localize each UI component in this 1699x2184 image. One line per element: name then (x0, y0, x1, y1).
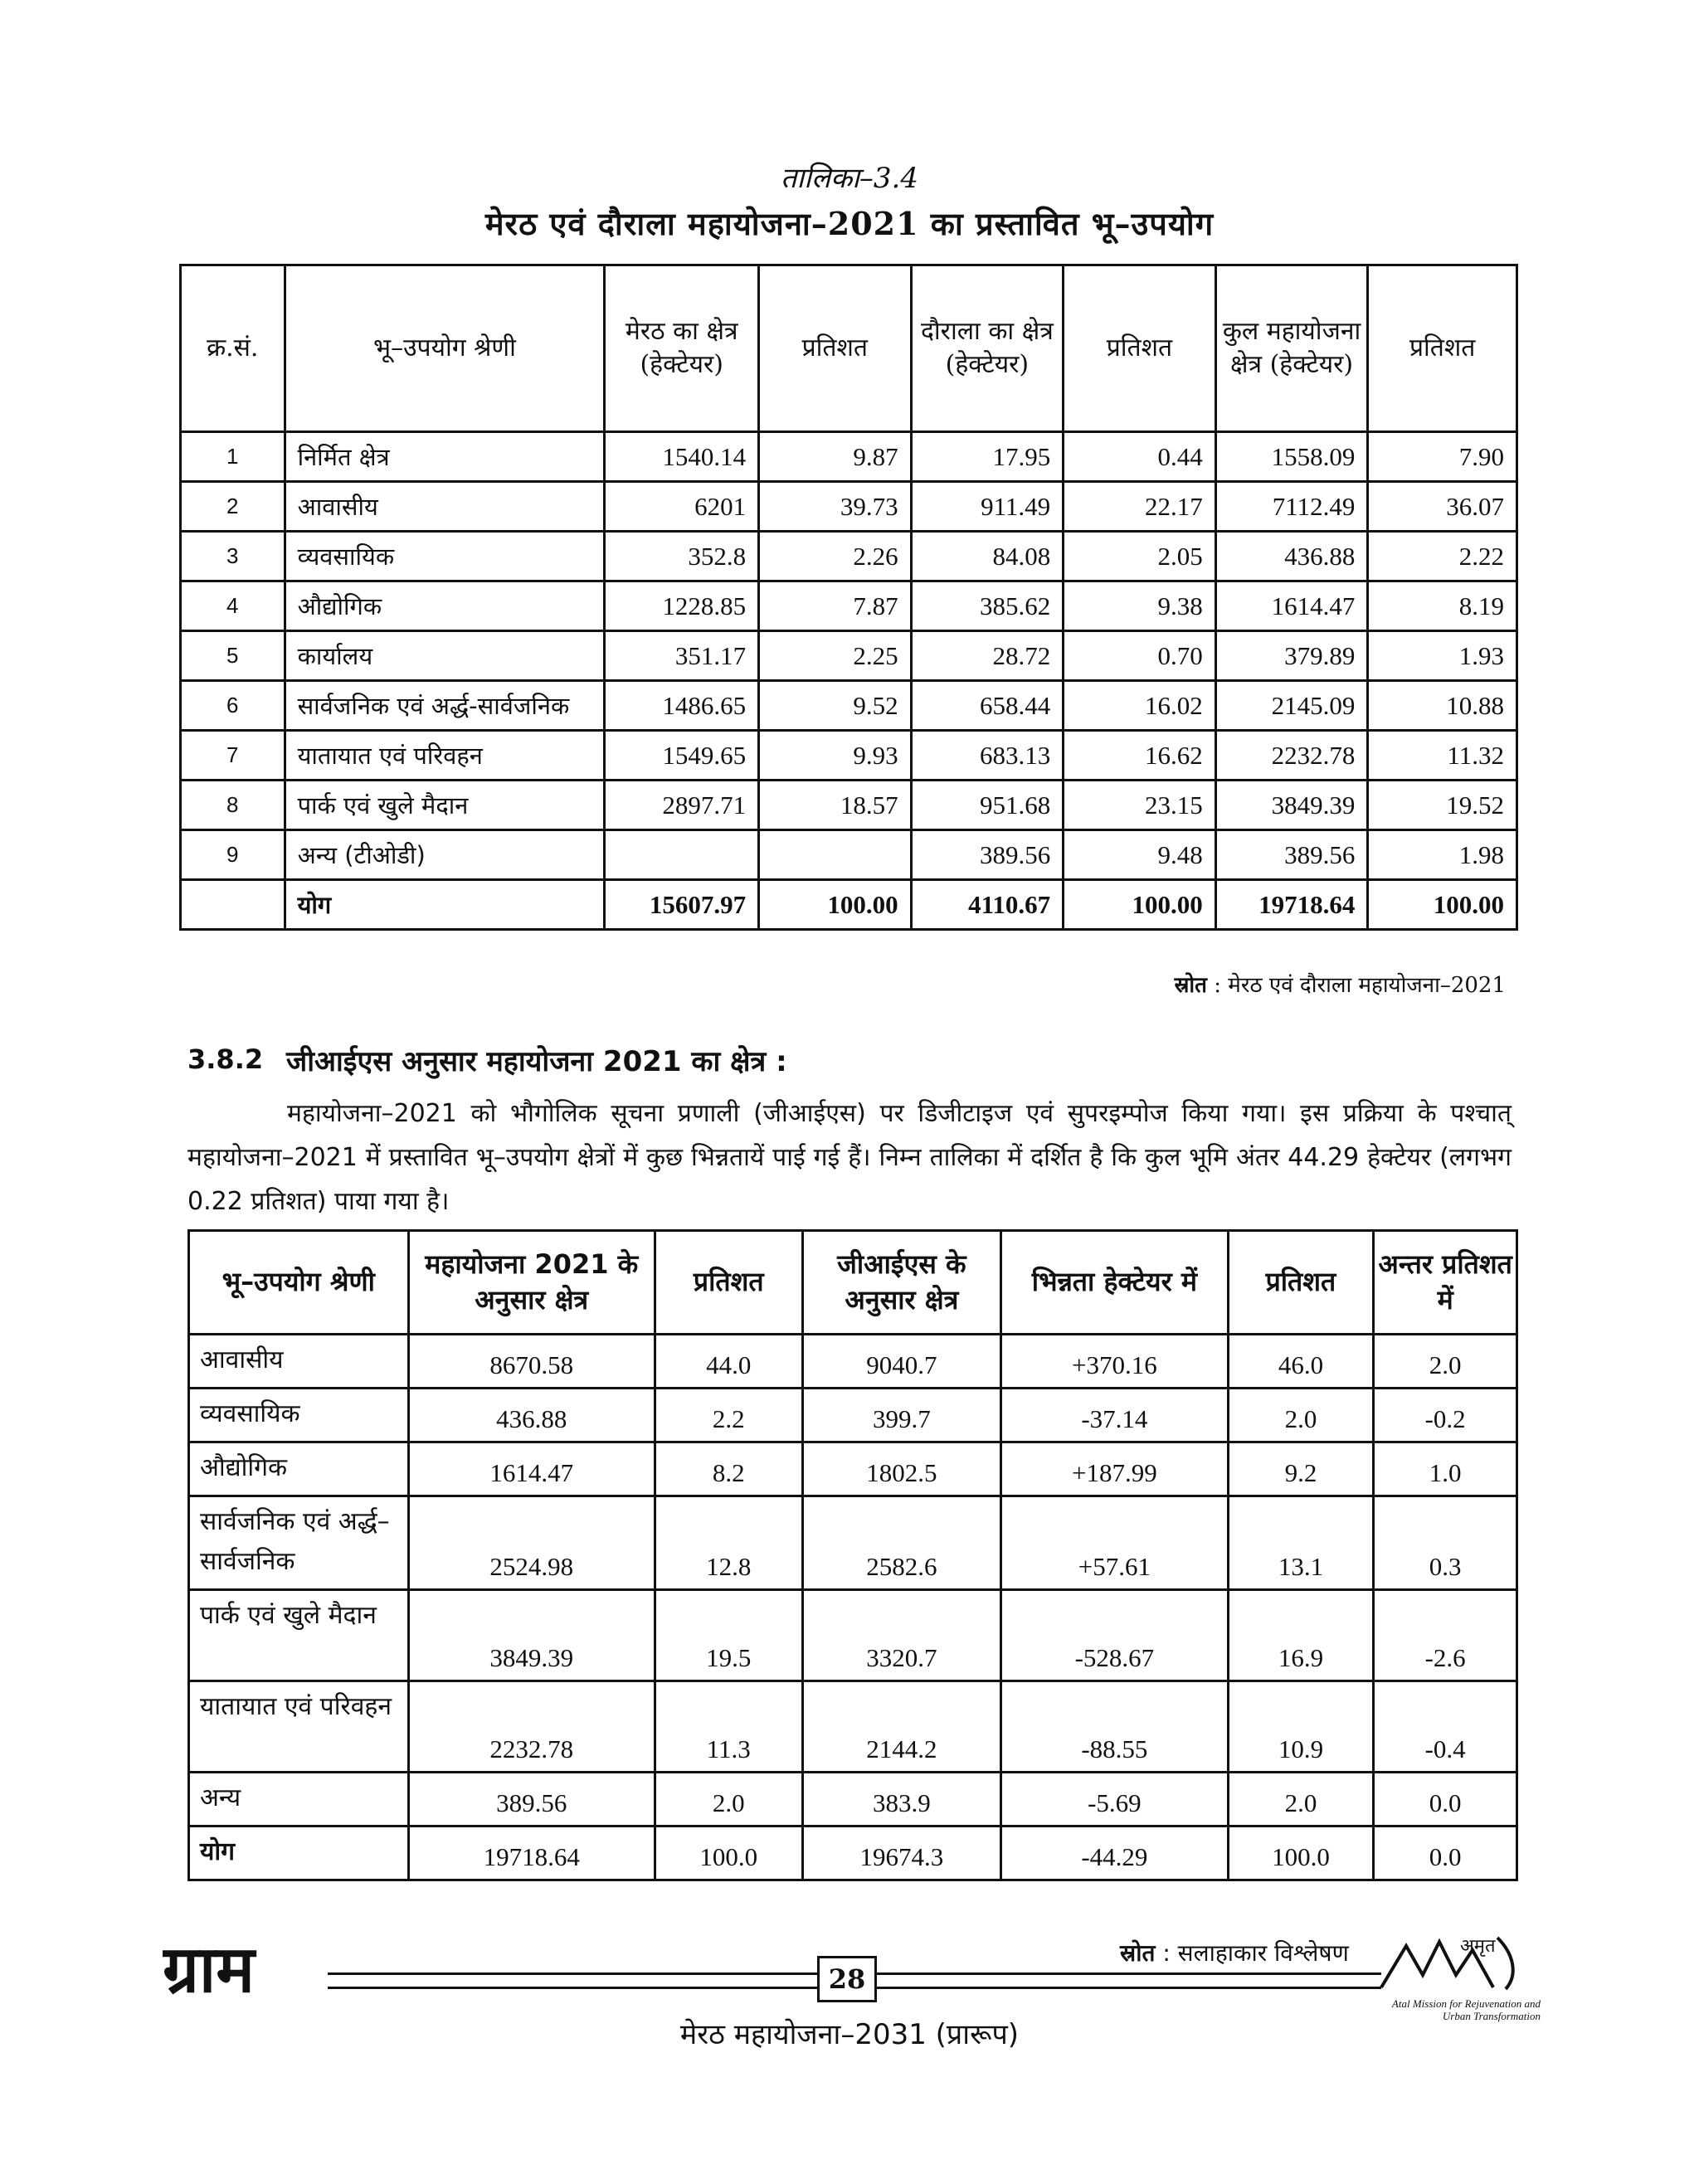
value-cell: 2582.6 (802, 1496, 1001, 1590)
table-row (189, 1496, 1517, 1590)
value-cell: 84.08 (911, 532, 1064, 581)
value-cell: 19718.64 (1215, 880, 1368, 930)
value-cell: 2.26 (759, 532, 912, 581)
value-cell: 23.15 (1064, 781, 1216, 830)
value-cell: 1228.85 (605, 581, 759, 631)
value-cell: 100.0 (655, 1826, 802, 1880)
value-cell: 436.88 (1215, 532, 1368, 581)
value-cell: 0.70 (1064, 631, 1216, 681)
value-cell: -37.14 (1001, 1389, 1228, 1442)
amrut-tagline: Atal Mission for Rejuvenation and Urban Transformation (1391, 1997, 1541, 2022)
value-cell: 389.56 (1215, 830, 1368, 880)
value-cell: 9040.7 (802, 1335, 1001, 1389)
category-cell: आवासीय (285, 482, 605, 532)
table-row (181, 482, 1517, 532)
value-cell: 1549.65 (605, 731, 759, 781)
value-cell: 10.88 (1368, 681, 1517, 731)
serial-cell: 7 (181, 731, 285, 781)
value-cell: 2.05 (1064, 532, 1216, 581)
value-cell: -528.67 (1001, 1590, 1228, 1681)
value-cell: 0.0 (1374, 1826, 1517, 1880)
category-cell: निर्मित क्षेत्र (285, 432, 605, 482)
value-cell: 11.32 (1368, 731, 1517, 781)
value-cell: 3320.7 (802, 1590, 1001, 1681)
category-cell: व्यवसायिक (189, 1389, 409, 1442)
category-cell: यातायात एवं परिवहन (285, 731, 605, 781)
value-cell: 383.9 (802, 1773, 1001, 1826)
column-header: भिन्नता हेक्टेयर में (1001, 1231, 1228, 1335)
value-cell: 17.95 (911, 432, 1064, 482)
serial-cell: 5 (181, 631, 285, 681)
category-cell: सार्वजनिक एवं अर्द्ध–सार्वजनिक (189, 1496, 409, 1590)
value-cell: 9.2 (1228, 1442, 1374, 1496)
value-cell: 1540.14 (605, 432, 759, 482)
category-cell: औद्योगिक (285, 581, 605, 631)
value-cell: 2.2 (655, 1389, 802, 1442)
value-cell: 1802.5 (802, 1442, 1001, 1496)
value-cell: 1.93 (1368, 631, 1517, 681)
value-cell: 4110.67 (911, 880, 1064, 930)
category-cell: यातायात एवं परिवहन (189, 1681, 409, 1773)
column-header: भू–उपयोग श्रेणी (285, 265, 605, 432)
value-cell: 13.1 (1228, 1496, 1374, 1590)
column-header: क्र.सं. (181, 265, 285, 432)
value-cell: 389.56 (911, 830, 1064, 880)
value-cell: 683.13 (911, 731, 1064, 781)
table-row (189, 1389, 1517, 1442)
table-row (181, 581, 1517, 631)
column-header: महायोजना 2021 के अनुसार क्षेत्र (408, 1231, 655, 1335)
column-header: मेरठ का क्षेत्र (हेक्टेयर) (605, 265, 759, 432)
value-cell (605, 830, 759, 880)
value-cell: 16.9 (1228, 1590, 1374, 1681)
table-row (181, 631, 1517, 681)
serial-cell: 6 (181, 681, 285, 731)
value-cell: 28.72 (911, 631, 1064, 681)
category-cell: आवासीय (189, 1335, 409, 1389)
value-cell: 436.88 (408, 1389, 655, 1442)
value-cell: -0.4 (1374, 1681, 1517, 1773)
value-cell: 1558.09 (1215, 432, 1368, 482)
value-cell: 0.0 (1374, 1773, 1517, 1826)
value-cell: -2.6 (1374, 1590, 1517, 1681)
value-cell: 7.90 (1368, 432, 1517, 482)
value-cell: -5.69 (1001, 1773, 1228, 1826)
column-header: जीआईएस के अनुसार क्षेत्र (802, 1231, 1001, 1335)
category-cell: पार्क एवं खुले मैदान (189, 1590, 409, 1681)
total-row (181, 880, 1517, 930)
value-cell: 11.3 (655, 1681, 802, 1773)
value-cell: 2232.78 (1215, 731, 1368, 781)
value-cell: 9.38 (1064, 581, 1216, 631)
column-header: प्रतिशत (1368, 265, 1517, 432)
value-cell: 1486.65 (605, 681, 759, 731)
value-cell: 16.02 (1064, 681, 1216, 731)
value-cell: 19.5 (655, 1590, 802, 1681)
table-source (1120, 1937, 1349, 1968)
serial-cell (181, 880, 285, 930)
column-header: अन्तर प्रतिशत में (1374, 1231, 1517, 1335)
category-cell: व्यवसायिक (285, 532, 605, 581)
table-row (181, 781, 1517, 830)
value-cell: 1614.47 (408, 1442, 655, 1496)
value-cell: 352.8 (605, 532, 759, 581)
category-cell: योग (285, 880, 605, 930)
serial-cell: 3 (181, 532, 285, 581)
category-cell: अन्य (189, 1773, 409, 1826)
value-cell: 2.0 (1228, 1389, 1374, 1442)
value-cell: 1614.47 (1215, 581, 1368, 631)
column-header: प्रतिशत (759, 265, 912, 432)
value-cell: 9.48 (1064, 830, 1216, 880)
table-row (181, 432, 1517, 482)
value-cell: 2524.98 (408, 1496, 655, 1590)
value-cell: 12.8 (655, 1496, 802, 1590)
value-cell: 46.0 (1228, 1335, 1374, 1389)
table-row (189, 1442, 1517, 1496)
value-cell: 100.00 (1368, 880, 1517, 930)
value-cell: 8.19 (1368, 581, 1517, 631)
source-text: : सलाहाकार विश्लेषण (1162, 1939, 1349, 1967)
value-cell: -88.55 (1001, 1681, 1228, 1773)
table-row (181, 731, 1517, 781)
value-cell: 6201 (605, 482, 759, 532)
value-cell: 3849.39 (408, 1590, 655, 1681)
value-cell: 22.17 (1064, 482, 1216, 532)
table-row (189, 1335, 1517, 1389)
value-cell: 2.0 (655, 1773, 802, 1826)
value-cell: 2.25 (759, 631, 912, 681)
value-cell: 2897.71 (605, 781, 759, 830)
serial-cell: 8 (181, 781, 285, 830)
value-cell: 100.00 (1064, 880, 1216, 930)
column-header: प्रतिशत (655, 1231, 802, 1335)
page-number: 28 (817, 1956, 877, 2002)
value-cell: -0.2 (1374, 1389, 1517, 1442)
serial-cell: 9 (181, 830, 285, 880)
value-cell: 10.9 (1228, 1681, 1374, 1773)
table-row (181, 681, 1517, 731)
total-row (189, 1826, 1517, 1880)
footer-title: मेरठ महायोजना–2031 (प्रारूप) (679, 2018, 1020, 2051)
gis-comparison-table (187, 1229, 1518, 1881)
value-cell: 19718.64 (408, 1826, 655, 1880)
land-use-table (179, 264, 1518, 931)
value-cell: 19674.3 (802, 1826, 1001, 1880)
source-label: स्रोत (1174, 973, 1207, 998)
table-header-row (181, 265, 1517, 432)
value-cell: 18.57 (759, 781, 912, 830)
value-cell: 44.0 (655, 1335, 802, 1389)
value-cell: 911.49 (911, 482, 1064, 532)
value-cell: 100.0 (1228, 1826, 1374, 1880)
value-cell: 658.44 (911, 681, 1064, 731)
value-cell: 19.52 (1368, 781, 1517, 830)
gram-logo (163, 1937, 329, 2003)
value-cell: 36.07 (1368, 482, 1517, 532)
section-paragraph: महायोजना–2021 को भौगोलिक सूचना प्रणाली (जीआईएस) पर डिजीटाइज एवं सुपरइम्पोज किया गया। इस प्रक्रिया के पश्चात् महायोजना–2021 में प्रस्तावित भू–उपयोग क्षेत्रों में कुछ भिन्नतायें पाई गई हैं। निम्न तालिका में दर्शित है कि कुल भूमि अंतर 44.29 हेक्टेयर (लगभग 0.22 प्रतिशत) पाया गया है। (187, 1099, 1512, 1216)
value-cell: 1.98 (1368, 830, 1517, 880)
value-cell: 9.52 (759, 681, 912, 731)
logo-text: ग्राम (163, 1937, 255, 2003)
category-cell: अन्य (टीओडी) (285, 830, 605, 880)
section-number: 3.8.2 (187, 1043, 264, 1075)
value-cell: 8670.58 (408, 1335, 655, 1389)
category-cell: पार्क एवं खुले मैदान (285, 781, 605, 830)
table-header-row (189, 1231, 1517, 1335)
value-cell: 16.62 (1064, 731, 1216, 781)
table-row (181, 830, 1517, 880)
value-cell: 2232.78 (408, 1681, 655, 1773)
table-row (189, 1773, 1517, 1826)
section-title: जीआईएस अनुसार महायोजना 2021 का क्षेत्र : (286, 1045, 787, 1078)
value-cell: 0.3 (1374, 1496, 1517, 1590)
value-cell: 2.0 (1228, 1773, 1374, 1826)
table-source (1175, 969, 1506, 999)
value-cell: 8.2 (655, 1442, 802, 1496)
amrut-logo (1373, 1929, 1531, 1996)
table-title: मेरठ एवं दौराला महायोजना–2021 का प्रस्तावित भू–उपयोग (484, 205, 1215, 242)
value-cell: 399.7 (802, 1389, 1001, 1442)
column-header: भू–उपयोग श्रेणी (189, 1231, 409, 1335)
value-cell: 7112.49 (1215, 482, 1368, 532)
column-header: दौराला का क्षेत्र (हेक्टेयर) (911, 265, 1064, 432)
value-cell: 1.0 (1374, 1442, 1517, 1496)
serial-cell: 1 (181, 432, 285, 482)
value-cell: +370.16 (1001, 1335, 1228, 1389)
value-cell: 3849.39 (1215, 781, 1368, 830)
value-cell: 2145.09 (1215, 681, 1368, 731)
serial-cell: 2 (181, 482, 285, 532)
value-cell: 9.87 (759, 432, 912, 482)
column-header: कुल महायोजना क्षेत्र (हेक्टेयर) (1215, 265, 1368, 432)
value-cell: 2.0 (1374, 1335, 1517, 1389)
value-cell: +57.61 (1001, 1496, 1228, 1590)
value-cell (759, 830, 912, 880)
value-cell: 351.17 (605, 631, 759, 681)
value-cell: 100.00 (759, 880, 912, 930)
table-row (181, 532, 1517, 581)
value-cell: 2.22 (1368, 532, 1517, 581)
value-cell: 951.68 (911, 781, 1064, 830)
value-cell: 15607.97 (605, 880, 759, 930)
value-cell: 379.89 (1215, 631, 1368, 681)
category-cell: औद्योगिक (189, 1442, 409, 1496)
column-header: प्रतिशत (1064, 265, 1216, 432)
value-cell: 39.73 (759, 482, 912, 532)
serial-cell: 4 (181, 581, 285, 631)
amrut-hindi-text: अमृत (1460, 1936, 1496, 1957)
value-cell: +187.99 (1001, 1442, 1228, 1496)
category-cell: सार्वजनिक एवं अर्द्ध-सार्वजनिक (285, 681, 605, 731)
source-label: स्रोत (1120, 1939, 1156, 1967)
source-text: : मेरठ एवं दौराला महायोजना–2021 (1214, 973, 1506, 998)
value-cell: -44.29 (1001, 1826, 1228, 1880)
value-cell: 7.87 (759, 581, 912, 631)
value-cell: 9.93 (759, 731, 912, 781)
category-cell: योग (189, 1826, 409, 1880)
category-cell: कार्यालय (285, 631, 605, 681)
value-cell: 385.62 (911, 581, 1064, 631)
column-header: प्रतिशत (1228, 1231, 1374, 1335)
table-caption: तालिका–3.4 (780, 162, 919, 195)
value-cell: 389.56 (408, 1773, 655, 1826)
value-cell: 2144.2 (802, 1681, 1001, 1773)
table-row (189, 1590, 1517, 1681)
value-cell: 0.44 (1064, 432, 1216, 482)
table-row (189, 1681, 1517, 1773)
